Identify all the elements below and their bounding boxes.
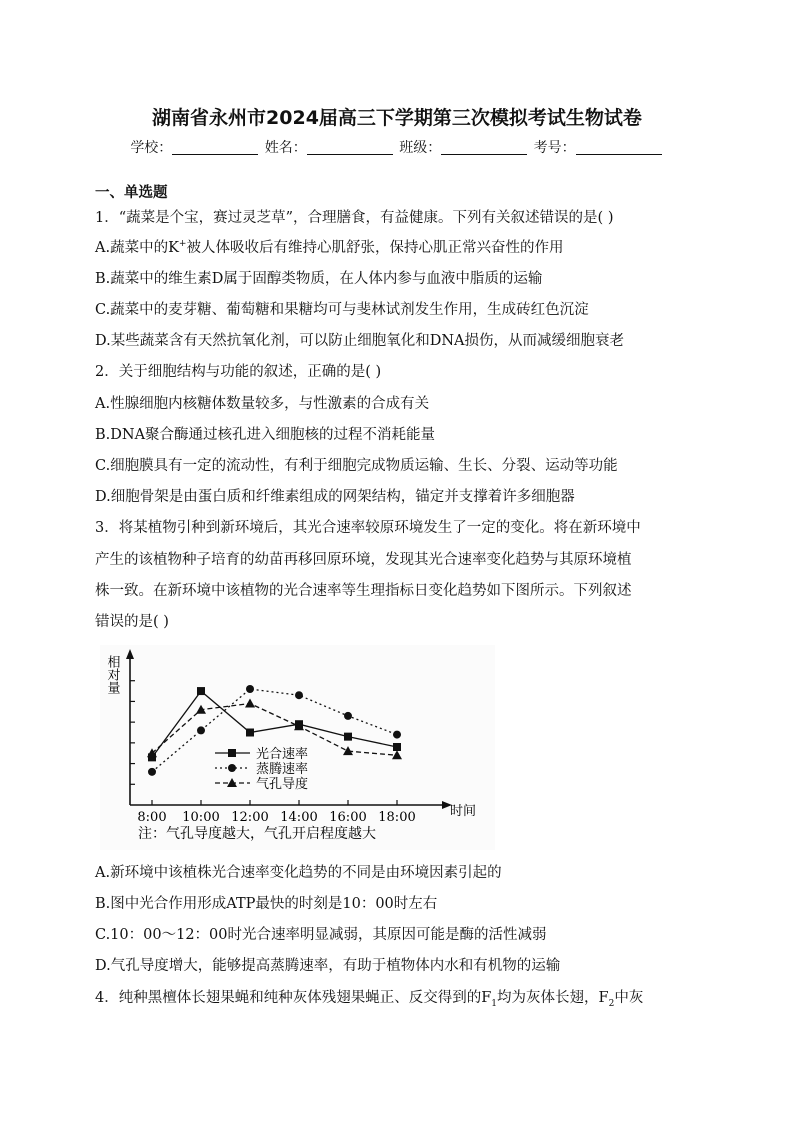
legend-label: 蒸腾速率	[256, 762, 309, 777]
legend-label: 气孔导度	[256, 777, 309, 792]
q4-stem	[95, 986, 643, 1009]
q4-mid: 均为灰体长翅，F	[497, 990, 609, 1006]
page-title: 湖南省永州市2024届高三下学期第三次模拟考试生物试卷	[152, 107, 642, 129]
q1-a-post: 被人体吸收后有维持心肌舒张，保持心肌正常兴奋性的作用	[186, 240, 564, 256]
data-point-circle	[295, 691, 303, 699]
data-point-triangle	[196, 705, 206, 714]
legend-marker	[228, 749, 236, 757]
data-point-square	[246, 729, 254, 737]
legend-label: 光合速率	[256, 747, 309, 762]
name-label: 姓名：	[264, 140, 307, 156]
class-label: 班级：	[399, 140, 442, 156]
q1-option-b: B.蔬菜中的维生素D属于固醇类物质，在人体内参与血液中脂质的运输	[95, 271, 543, 287]
q3-option-d: D.气孔导度增大，能够提高蒸腾速率，有助于植物体内水和有机物的运输	[95, 958, 561, 974]
data-point-circle	[148, 768, 156, 776]
q3-option-c: C.10：00～12：00时光合速率明显减弱，其原因可能是酶的活性减弱	[95, 927, 547, 943]
data-point-square	[344, 733, 352, 741]
data-point-circle	[197, 726, 205, 734]
q4-post: 中灰	[614, 990, 644, 1006]
x-tick-label: 8:00	[137, 810, 167, 825]
q3-chart	[100, 645, 495, 850]
x-tick-label: 16:00	[329, 810, 367, 825]
q2-option-c: C.细胞膜具有一定的流动性，有利于细胞完成物质运输、生长、分裂、运动等功能	[95, 458, 618, 474]
q4-sub2: 2	[608, 998, 615, 1009]
q3-stem-line3: 株一致。在新环境中该植物的光合速率等生理指标日变化趋势如下图所示。下列叙述	[95, 583, 632, 599]
y-axis-arrow	[126, 649, 134, 659]
q4-sub1: 1	[491, 998, 498, 1009]
data-point-triangle	[245, 699, 255, 708]
school-blank[interactable]	[172, 140, 258, 155]
x-axis-label: 时间	[450, 804, 477, 819]
chart-note: 注：气孔导度越大，气孔开启程度越大	[138, 826, 376, 842]
legend-marker	[228, 764, 236, 772]
q4-pre: 4．纯种黑檀体长翅果蝇和纯种灰体残翅果蝇正、反交得到的F	[95, 990, 492, 1006]
q2-option-d: D.细胞骨架是由蛋白质和纤维素组成的网架结构，锚定并支撑着许多细胞器	[95, 489, 575, 505]
school-label: 学校：	[130, 140, 173, 156]
q1-option-d: D.某些蔬菜含有天然抗氧化剂，可以防止细胞氧化和DNA损伤，从而减缓细胞衰老	[95, 333, 624, 349]
class-blank[interactable]	[441, 140, 527, 155]
q1-option-c: C.蔬菜中的麦芽糖、葡萄糖和果糖均可与斐林试剂发生作用，生成砖红色沉淀	[95, 302, 589, 318]
q2-option-a: A.性腺细胞内核糖体数量较多，与性激素的合成有关	[95, 396, 430, 412]
q3-option-b: B.图中光合作用形成ATP最快的时刻是10：00时左右	[95, 896, 438, 912]
y-axis-label: 相对量	[104, 655, 120, 694]
name-blank[interactable]	[307, 140, 393, 155]
q3-stem-line1: 3．将某植物引种到新环境后，其光合速率较原环境发生了一定的变化。将在新环境中	[95, 520, 641, 536]
data-point-circle	[344, 712, 352, 720]
q1-a-pre: A.蔬菜中的K	[95, 240, 179, 256]
q1-stem: 1．“蔬菜是个宝，赛过灵芝草”，合理膳食，有益健康。下列有关叙述错误的是( )	[95, 210, 614, 226]
data-point-circle	[393, 731, 401, 739]
number-blank[interactable]	[576, 140, 662, 155]
data-point-triangle	[392, 750, 402, 759]
student-info-line	[0, 137, 794, 157]
q3-option-a: A.新环境中该植株光合速率变化趋势的不同是由环境因素引起的	[95, 865, 502, 881]
q2-stem: 2．关于细胞结构与功能的叙述，正确的是( )	[95, 364, 382, 380]
number-label: 考号：	[533, 140, 576, 156]
data-point-square	[197, 687, 205, 695]
x-tick-label: 14:00	[280, 810, 318, 825]
x-tick-label: 12:00	[231, 810, 269, 825]
q1-a-sup: +	[178, 239, 187, 250]
section-heading: 一、单选题	[95, 185, 168, 201]
x-tick-label: 18:00	[378, 810, 416, 825]
data-point-square	[393, 743, 401, 751]
x-ticks	[137, 800, 415, 825]
q3-stem-line4: 错误的是( )	[95, 614, 169, 630]
x-tick-label: 10:00	[182, 810, 220, 825]
legend	[215, 746, 308, 792]
q1-option-a	[95, 236, 563, 257]
data-point-circle	[246, 685, 254, 693]
data-point-triangle	[343, 746, 353, 755]
q2-option-b: B.DNA聚合酶通过核孔进入细胞核的过程不消耗能量	[95, 427, 436, 443]
q3-stem-line2: 产生的该植物种子培育的幼苗再移回原环境，发现其光合速率变化趋势与其原环境植	[95, 552, 632, 568]
